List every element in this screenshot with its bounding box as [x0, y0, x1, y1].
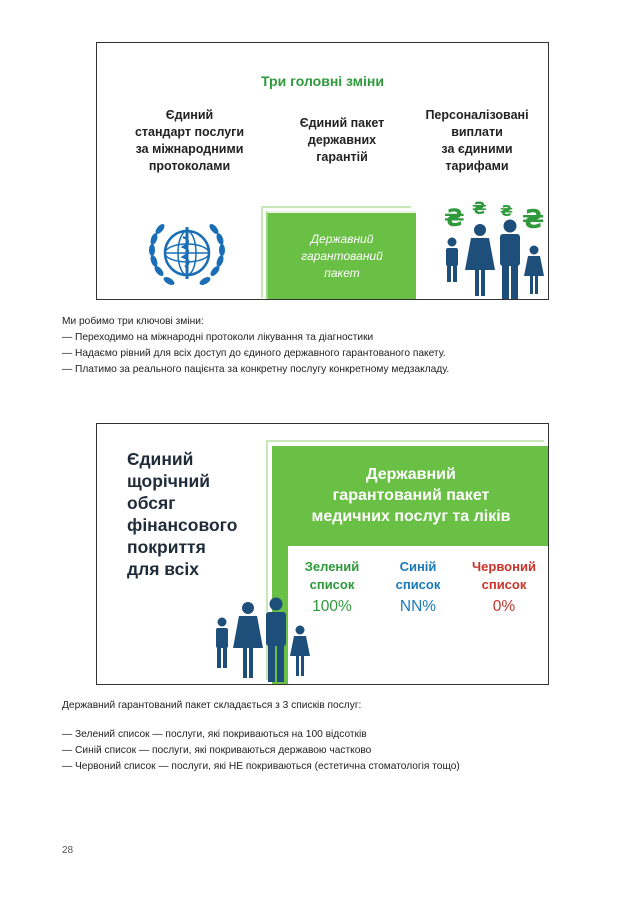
family-icon — [442, 198, 549, 300]
changes-intro: Ми робимо три ключові зміни: — [62, 316, 204, 327]
coverage-heading: Єдиний щорічний обсяг фінансового покриття для всіх — [127, 449, 238, 579]
hryvnia-sign: ₴ — [472, 199, 487, 219]
hryvnia-sign: ₴ — [500, 202, 513, 220]
state-package-label: Державний гарантований пакет — [301, 232, 383, 280]
changes-description — [62, 314, 449, 378]
hryvnia-sign: ₴ — [444, 204, 465, 232]
state-package-panel — [272, 446, 549, 685]
slide-title: Три головні зміни — [261, 73, 384, 89]
package-intro: Державний гарантований пакет складається з 3 списків послуг: — [62, 700, 362, 711]
hryvnia-sign: ₴ — [522, 205, 545, 235]
family-icon — [212, 594, 312, 684]
change-item: — Надаємо рівний для всіх доступ до єдиного державного гарантованого пакету. — [62, 348, 446, 359]
personalized-payments-heading: Персоналізовані виплати за єдиними тарифами — [425, 108, 529, 173]
blue-list-label: Синій список — [395, 559, 441, 592]
state-package-card — [266, 211, 416, 300]
page-number: 28 — [62, 845, 74, 856]
list-item: — Зелений список — послуги, які покриваються на 100 відсотків — [62, 729, 367, 740]
list-item: — Синій список — послуги, які покриваються державою частково — [62, 745, 372, 756]
slide-state-package — [96, 423, 549, 685]
lists-box — [288, 546, 549, 685]
red-list-percent: 0% — [492, 598, 516, 615]
red-list-label: Червоний список — [472, 559, 536, 592]
package-description — [62, 698, 460, 775]
who-emblem-icon — [147, 213, 227, 293]
spacer — [62, 714, 460, 727]
single-standard-heading: Єдиний стандарт послуги за міжнародними протоколами — [134, 108, 245, 173]
slide-three-changes — [96, 42, 549, 300]
change-item: — Переходимо на міжнародні протоколи лікування та діагностики — [62, 332, 374, 343]
single-package-heading: Єдиний пакет державних гарантій — [299, 116, 385, 164]
state-package-title: Державний гарантований пакет медичних послуг та ліків — [311, 466, 511, 525]
green-list-label: Зелений список — [304, 559, 360, 592]
change-item: — Платимо за реального пацієнта за конкретну послугу конкретному медзакладу. — [62, 364, 450, 375]
green-list-percent: 100% — [312, 598, 352, 615]
list-item: — Червоний список — послуги, які НЕ покриваються (естетична стоматологія тощо) — [62, 761, 460, 772]
blue-list-percent: NN% — [399, 598, 437, 615]
